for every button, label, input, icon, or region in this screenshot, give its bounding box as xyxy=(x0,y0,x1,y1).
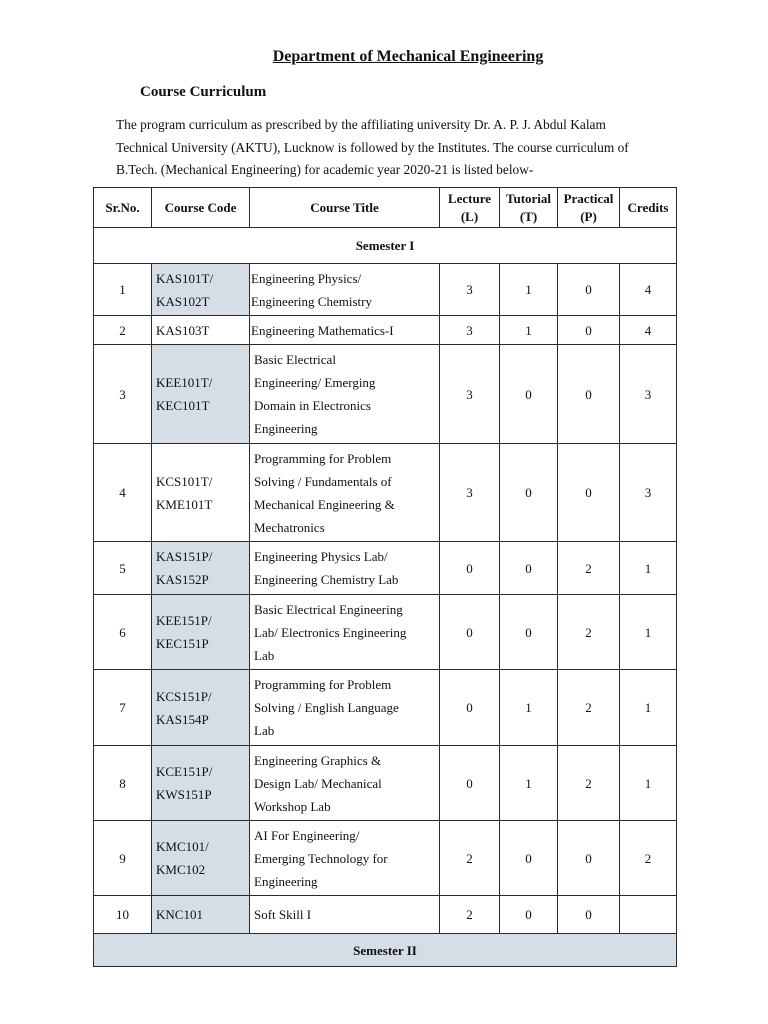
title-line: Basic Electrical xyxy=(254,352,336,367)
cell-title xyxy=(250,896,440,934)
title-line: Mechanical Engineering & xyxy=(254,496,395,512)
title-line: Lab/ Electronics Engineering xyxy=(254,624,407,640)
intro-line: Technical University (AKTU), Lucknow is followed by the Institutes. The course curriculum of xyxy=(116,139,629,155)
cell-lecture: 2 xyxy=(440,821,500,896)
cell-title xyxy=(250,444,440,542)
code-line: KME101T xyxy=(156,496,213,512)
cell-tutorial: 0 xyxy=(500,896,558,934)
code-line: KCS101T/ xyxy=(156,473,213,489)
cell-srno: 8 xyxy=(94,746,152,821)
header-row xyxy=(94,188,677,228)
intro-paragraph xyxy=(116,114,672,182)
title-line: Engineering Physics Lab/ xyxy=(254,549,388,564)
header-lecture-label: Lecture xyxy=(447,190,492,206)
cell-tutorial: 0 xyxy=(500,821,558,896)
table-row xyxy=(94,264,677,316)
header-srno: Sr.No. xyxy=(94,188,152,228)
code-line: KEE101T/ xyxy=(156,375,213,390)
cell-practical: 0 xyxy=(558,821,620,896)
cell-code xyxy=(152,316,250,345)
table-row xyxy=(94,316,677,345)
header-tutorial-abbr: (T) xyxy=(519,208,538,224)
title-line: Engineering Chemistry Lab xyxy=(254,572,399,587)
title-line: Solving / English Language xyxy=(254,700,399,715)
title-line: Workshop Lab xyxy=(254,798,331,814)
title-line: Engineering xyxy=(254,873,318,889)
table-row xyxy=(94,595,677,670)
page-title xyxy=(0,48,768,66)
cell-title xyxy=(250,746,440,821)
code-line: KAS101T/ xyxy=(156,270,214,286)
cell-lecture: 0 xyxy=(440,542,500,595)
cell-lecture: 0 xyxy=(440,595,500,670)
header-credits: Credits xyxy=(620,188,677,228)
cell-srno: 3 xyxy=(94,345,152,444)
title-line: Soft Skill I xyxy=(254,907,312,922)
title-line: Domain in Electronics xyxy=(254,398,371,413)
cell-lecture: 0 xyxy=(440,746,500,821)
cell-credits: 3 xyxy=(620,345,677,444)
cell-practical: 0 xyxy=(558,264,620,316)
cell-srno: 6 xyxy=(94,595,152,670)
table-row xyxy=(94,444,677,542)
table-row xyxy=(94,896,677,934)
cell-lecture: 3 xyxy=(440,316,500,345)
intro-line: B.Tech. (Mechanical Engineering) for academic year 2020-21 is listed below- xyxy=(116,162,534,177)
title-line: Emerging Technology for xyxy=(254,850,388,866)
cell-code xyxy=(152,595,250,670)
cell-lecture: 3 xyxy=(440,345,500,444)
cell-practical: 2 xyxy=(558,595,620,670)
code-line: KCE151P/ xyxy=(156,764,213,779)
title-line: Basic Electrical Engineering xyxy=(254,601,403,617)
code-line: KEC101T xyxy=(156,398,210,413)
cell-title xyxy=(250,670,440,746)
title-line: Engineering Mathematics-I xyxy=(251,322,394,338)
header-practical-label: Practical xyxy=(563,190,614,206)
title-line: Programming for Problem xyxy=(254,450,392,466)
code-line: KWS151P xyxy=(156,787,212,802)
table-row xyxy=(94,746,677,821)
cell-title xyxy=(250,264,440,316)
cell-code xyxy=(152,670,250,746)
cell-title xyxy=(250,345,440,444)
title-line: AI For Engineering/ xyxy=(254,827,360,843)
title-line: Lab xyxy=(254,723,275,738)
title-line: Engineering xyxy=(254,421,318,436)
header-tutorial xyxy=(500,188,558,228)
cell-lecture: 3 xyxy=(440,264,500,316)
cell-credits: 2 xyxy=(620,821,677,896)
cell-credits: 1 xyxy=(620,595,677,670)
title-line: Solving / Fundamentals of xyxy=(254,473,392,489)
section-heading: Course Curriculum xyxy=(140,84,267,100)
code-line: KCS151P/ xyxy=(156,688,212,704)
code-line: KEC151P xyxy=(156,636,209,651)
cell-code xyxy=(152,542,250,595)
semester-row xyxy=(94,934,677,967)
cell-practical: 0 xyxy=(558,345,620,444)
cell-title xyxy=(250,542,440,595)
title-line: Engineering Physics/ xyxy=(251,270,362,286)
cell-practical: 2 xyxy=(558,542,620,595)
table-row xyxy=(94,542,677,595)
cell-credits: 1 xyxy=(620,670,677,746)
title-line: Programming for Problem xyxy=(254,677,392,692)
cell-code xyxy=(152,444,250,542)
table-row xyxy=(94,821,677,896)
header-title: Course Title xyxy=(250,188,440,228)
cell-code xyxy=(152,264,250,316)
cell-tutorial: 1 xyxy=(500,316,558,345)
cell-tutorial: 1 xyxy=(500,670,558,746)
cell-code xyxy=(152,746,250,821)
cell-credits: 1 xyxy=(620,746,677,821)
title-line: Lab xyxy=(254,647,275,663)
table-row xyxy=(94,670,677,746)
cell-credits: 1 xyxy=(620,542,677,595)
cell-tutorial: 0 xyxy=(500,444,558,542)
cell-srno: 1 xyxy=(94,264,152,316)
code-line: KAS151P/ xyxy=(156,549,213,564)
semester-row xyxy=(94,228,677,264)
header-code: Course Code xyxy=(152,188,250,228)
cell-srno: 4 xyxy=(94,444,152,542)
cell-practical: 2 xyxy=(558,746,620,821)
code-line: KAS103T xyxy=(156,322,210,338)
cell-credits xyxy=(620,896,677,934)
cell-tutorial: 1 xyxy=(500,264,558,316)
intro-line: The program curriculum as prescribed by the affiliating university Dr. A. P. J. Abdul Kalam xyxy=(116,117,606,132)
cell-tutorial: 0 xyxy=(500,595,558,670)
cell-code xyxy=(152,896,250,934)
cell-tutorial: 0 xyxy=(500,542,558,595)
cell-lecture: 3 xyxy=(440,444,500,542)
page-title-text: Department of Mechanical Engineering xyxy=(272,48,544,65)
cell-practical: 0 xyxy=(558,444,620,542)
cell-srno: 7 xyxy=(94,670,152,746)
cell-srno: 2 xyxy=(94,316,152,345)
cell-code xyxy=(152,821,250,896)
code-line: KAS152P xyxy=(156,572,209,587)
cell-practical: 0 xyxy=(558,316,620,345)
cell-practical: 0 xyxy=(558,896,620,934)
cell-practical: 2 xyxy=(558,670,620,746)
title-line: Engineering Chemistry xyxy=(251,293,372,309)
cell-lecture: 0 xyxy=(440,670,500,746)
semester-label: Semester I xyxy=(94,228,677,264)
cell-credits: 4 xyxy=(620,264,677,316)
cell-srno: 5 xyxy=(94,542,152,595)
cell-srno: 10 xyxy=(94,896,152,934)
title-line: Mechatronics xyxy=(254,519,325,535)
cell-lecture: 2 xyxy=(440,896,500,934)
semester-label: Semester II xyxy=(94,934,677,967)
title-line: Engineering/ Emerging xyxy=(254,375,376,390)
cell-title xyxy=(250,595,440,670)
title-line: Design Lab/ Mechanical xyxy=(254,775,382,791)
cell-tutorial: 1 xyxy=(500,746,558,821)
code-line: KNC101 xyxy=(156,907,203,922)
header-tutorial-label: Tutorial xyxy=(505,190,552,206)
cell-title xyxy=(250,821,440,896)
code-line: KMC102 xyxy=(156,862,206,877)
code-line: KEE151P/ xyxy=(156,613,212,628)
header-practical-abbr: (P) xyxy=(580,208,597,224)
cell-srno: 9 xyxy=(94,821,152,896)
header-practical xyxy=(558,188,620,228)
header-lecture xyxy=(440,188,500,228)
cell-code xyxy=(152,345,250,444)
header-lecture-abbr: (L) xyxy=(460,208,479,224)
cell-credits: 4 xyxy=(620,316,677,345)
cell-title xyxy=(250,316,440,345)
curriculum-table xyxy=(93,187,677,967)
code-line: KAS102T xyxy=(156,293,210,309)
cell-tutorial: 0 xyxy=(500,345,558,444)
code-line: KAS154P xyxy=(156,711,209,727)
table-row xyxy=(94,345,677,444)
title-line: Engineering Graphics & xyxy=(254,752,382,768)
code-line: KMC101/ xyxy=(156,839,209,854)
cell-credits: 3 xyxy=(620,444,677,542)
